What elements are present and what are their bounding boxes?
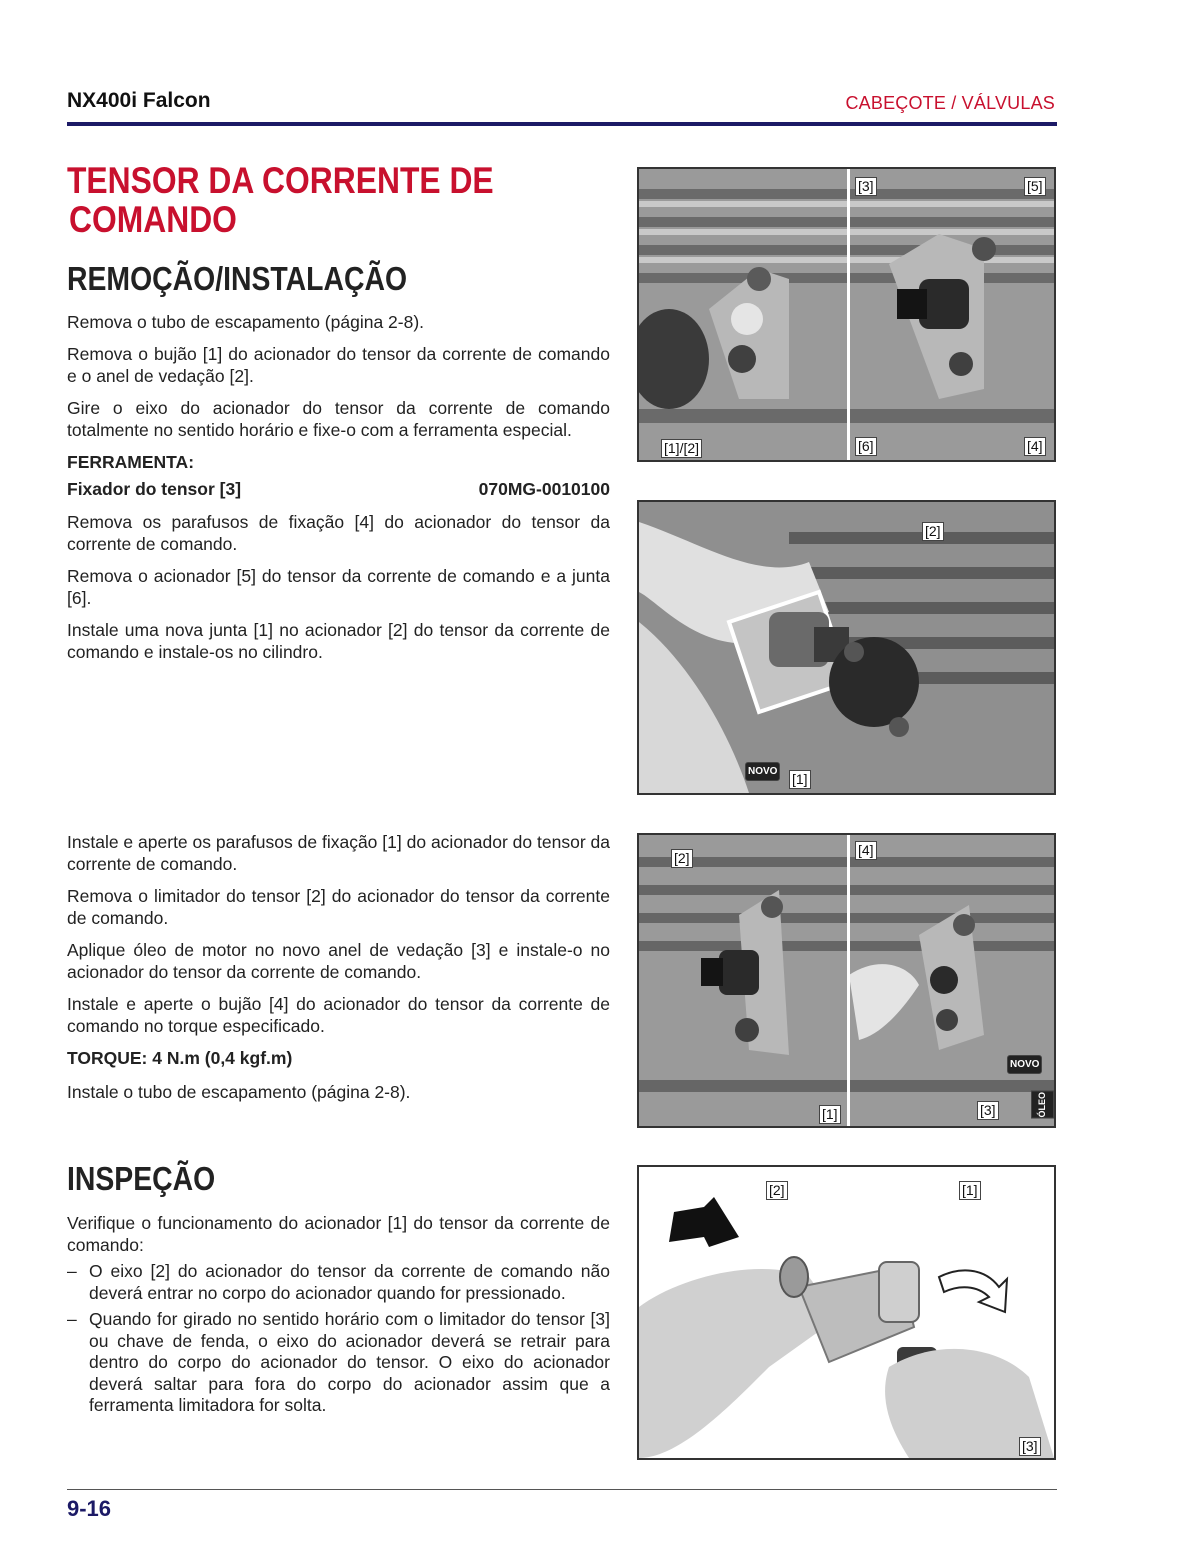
page-title-line2: COMANDO bbox=[69, 199, 237, 240]
inspection-item-1 bbox=[67, 1261, 610, 1304]
novo-badge: NOVO bbox=[1007, 1055, 1042, 1074]
inspection-heading: INSPEÇÃO bbox=[67, 1160, 216, 1197]
label-2: [2] bbox=[922, 522, 944, 541]
figure-4-photo bbox=[637, 1165, 1056, 1460]
list-dash: – bbox=[67, 1261, 77, 1281]
removal-step-5: Remova o acionador [5] do tensor da corrente de comando e a junta [6]. bbox=[67, 566, 610, 608]
removal-heading: REMOÇÃO/INSTALAÇÃO bbox=[67, 260, 408, 297]
model-name: NX400i Falcon bbox=[67, 89, 211, 112]
label-2: [2] bbox=[766, 1181, 788, 1200]
footer-rule bbox=[67, 1489, 1057, 1490]
inspection-item-2-text: Quando for girado no sentido horário com o limitador do tensor [3] ou chave de fenda, o eixo do acionador deverá se retrair para dentro do corpo do acionador do tensor. O eixo do acionador deverá saltar para fora do corpo do acionador assim que a ferramenta limitadora for solta. bbox=[89, 1309, 610, 1415]
label-4: [4] bbox=[855, 841, 877, 860]
inspection-intro: Verifique o funcionamento do acionador [1] do tensor da corrente de comando: bbox=[67, 1213, 610, 1255]
removal-step-6: Instale uma nova junta [1] no acionador [2] do tensor da corrente de comando e instale-os no cilindro. bbox=[67, 620, 610, 662]
tensor-inspection-image bbox=[639, 1167, 1054, 1458]
tool-heading: FERRAMENTA: bbox=[67, 452, 195, 472]
novo-badge: NOVO bbox=[745, 762, 780, 781]
figure-divider bbox=[847, 169, 850, 460]
label-5: [5] bbox=[1024, 177, 1046, 196]
label-4: [4] bbox=[1024, 437, 1046, 456]
label-1: [1] bbox=[789, 770, 811, 789]
label-2: [2] bbox=[671, 849, 693, 868]
oleo-badge: ÓLEO bbox=[1031, 1091, 1054, 1119]
inspection-item-1-text: O eixo [2] do acionador do tensor da corrente de comando não deverá entrar no corpo do acionador quando for pressionado. bbox=[89, 1261, 610, 1303]
removal-step-3: Gire o eixo do acionador do tensor da corrente de comando totalmente no sentido horário e fixe-o com a ferramenta especial. bbox=[67, 398, 610, 440]
torque-spec: TORQUE: 4 N.m (0,4 kgf.m) bbox=[67, 1048, 293, 1068]
removal-step-2: Remova o bujão [1] do acionador do tensor da corrente de comando e o anel de vedação [2]. bbox=[67, 344, 610, 386]
label-6: [6] bbox=[855, 437, 877, 456]
install-step-4: Instale e aperte o bujão [4] do acionador do tensor da corrente de comando no torque especificado. bbox=[67, 994, 610, 1036]
list-dash: – bbox=[67, 1309, 77, 1329]
inspection-item-2 bbox=[67, 1309, 610, 1417]
section-name: CABEÇOTE / VÁLVULAS bbox=[845, 93, 1055, 113]
figure-divider bbox=[847, 835, 850, 1126]
tensor-install-image bbox=[639, 502, 1054, 793]
removal-step-1: Remova o tubo de escapamento (página 2-8). bbox=[67, 312, 425, 332]
install-step-3: Aplique óleo de motor no novo anel de vedação [3] e instale-o no acionador do tensor da corrente de comando. bbox=[67, 940, 610, 982]
install-step-5: Instale o tubo de escapamento (página 2-8). bbox=[67, 1082, 411, 1102]
label-3: [3] bbox=[977, 1101, 999, 1120]
header-rule bbox=[67, 122, 1057, 126]
removal-step-4: Remova os parafusos de fixação [4] do acionador do tensor da corrente de comando. bbox=[67, 512, 610, 554]
label-3: [3] bbox=[1019, 1437, 1041, 1456]
label-1-2: [1]/[2] bbox=[661, 439, 702, 458]
figure-3-photo bbox=[637, 833, 1056, 1128]
install-step-2: Remova o limitador do tensor [2] do acionador do tensor da corrente de comando. bbox=[67, 886, 610, 928]
tool-row bbox=[67, 479, 610, 500]
label-3: [3] bbox=[855, 177, 877, 196]
page-title-line1: TENSOR DA CORRENTE DE bbox=[67, 160, 494, 201]
figure-1-photo bbox=[637, 167, 1056, 462]
figure-2-photo bbox=[637, 500, 1056, 795]
install-step-1: Instale e aperte os parafusos de fixação [1] do acionador do tensor da corrente de comando. bbox=[67, 832, 610, 874]
tool-code: 070MG-0010100 bbox=[478, 479, 610, 499]
label-1: [1] bbox=[959, 1181, 981, 1200]
page-number: 9-16 bbox=[67, 1496, 112, 1521]
label-1: [1] bbox=[819, 1105, 841, 1124]
tool-name: Fixador do tensor [3] bbox=[67, 479, 242, 499]
